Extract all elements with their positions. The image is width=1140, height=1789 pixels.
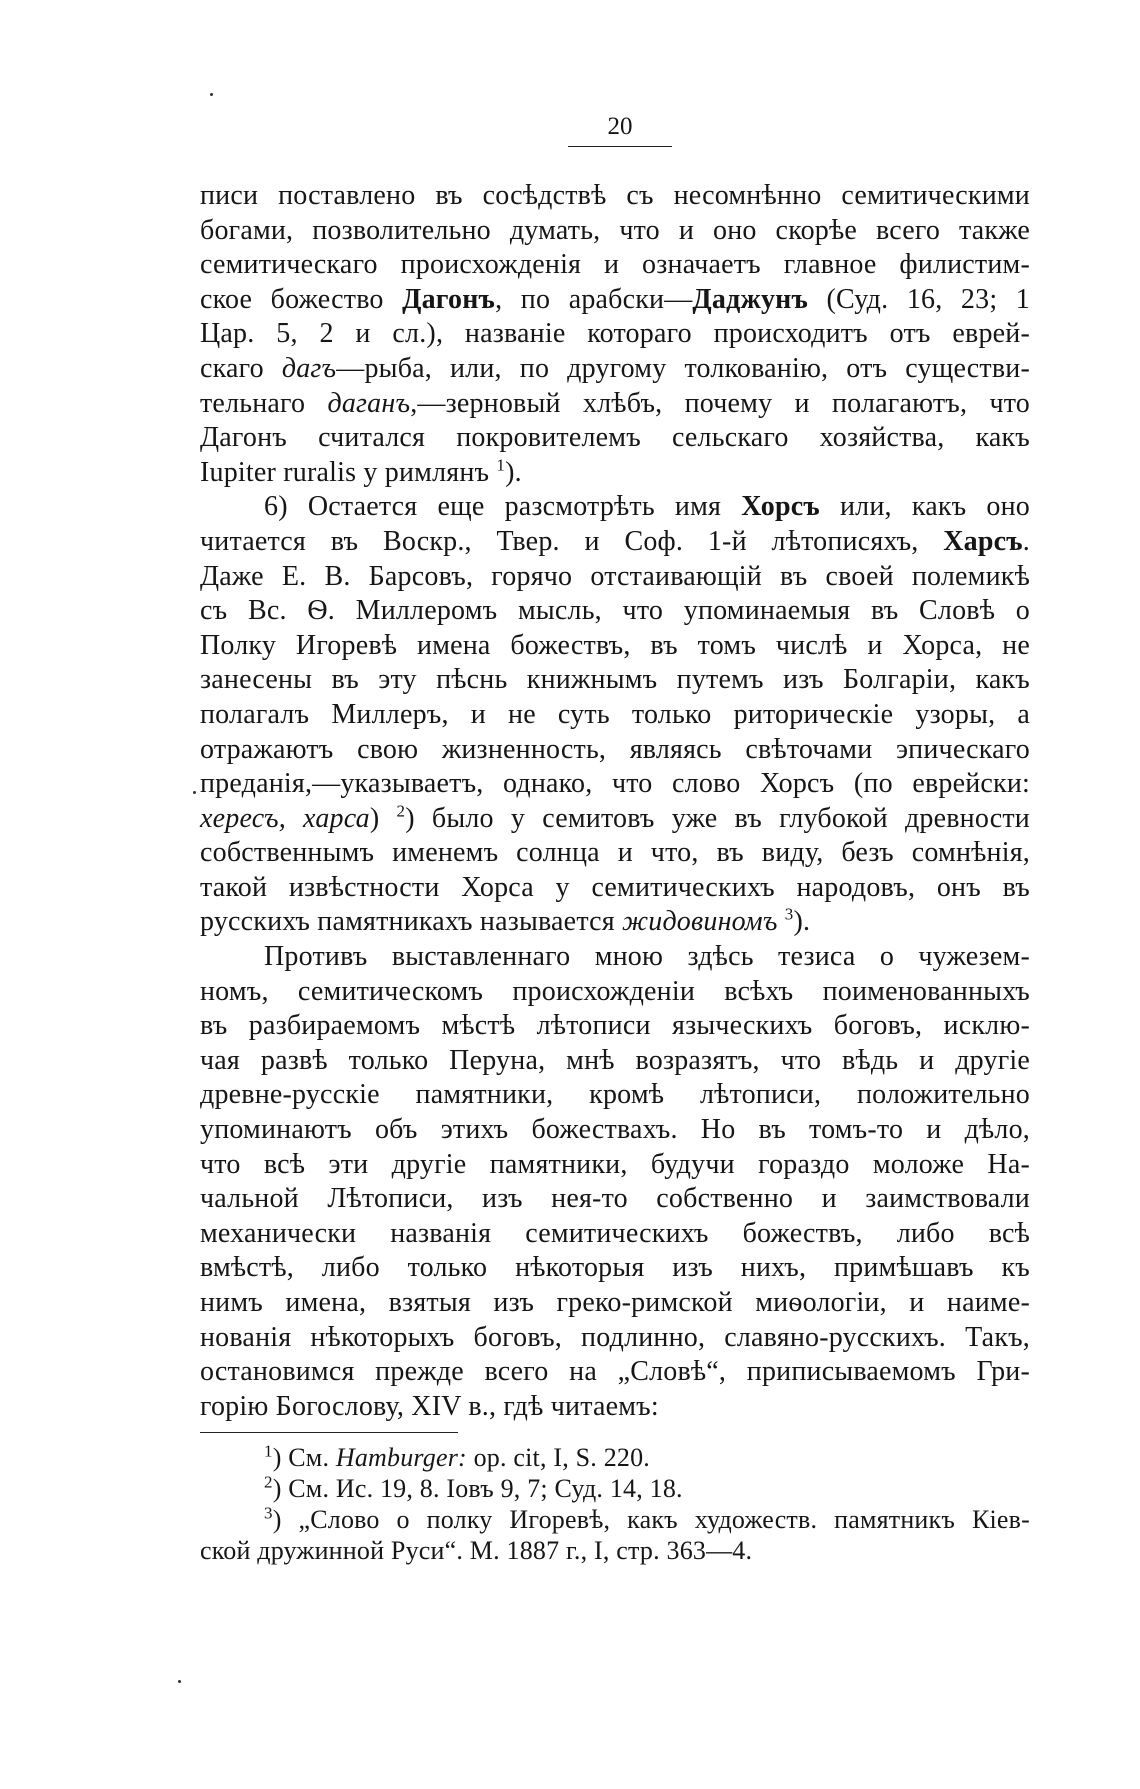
text-run: собственнымъ именемъ солнца и что, въ виду, безъ сомнѣнія, xyxy=(200,837,1030,869)
footnote-marker: 1 xyxy=(264,1441,273,1461)
text-run: русскихъ памятникахъ называется xyxy=(200,906,622,938)
text-run: ) было у семитовъ уже въ глубокой древности xyxy=(405,802,1030,834)
text-run: ) „Слово о полку Игоревѣ, какъ художеств. памятникъ Кіев- xyxy=(272,1505,1030,1534)
text-run: или, какъ оно xyxy=(819,491,1030,523)
paragraph-line xyxy=(200,248,1030,283)
bold-term: Харсъ xyxy=(943,525,1023,557)
text-run: богами, позволительно думать, что и оно скорѣе всего также xyxy=(200,214,1030,246)
text-run: Даже Е. В. Барсовъ, горячо отстаивающій въ своей полемикѣ xyxy=(200,560,1030,592)
footnote-marker: 2 xyxy=(264,1472,273,1492)
paragraph-line xyxy=(200,871,1030,906)
footnote-marker: 3 xyxy=(784,905,794,925)
text-run: Полку Игоревѣ имена божествъ, въ томъ числѣ и Хорса, не xyxy=(200,629,1030,661)
print-speck xyxy=(210,93,213,96)
text-run: занесены въ эту пѣснь книжнымъ путемъ изъ Болгаріи, какъ xyxy=(200,664,1030,696)
text-run: ) См. Ис. 19, 8. Іовъ 9, 7; Суд. 14, 18. xyxy=(272,1474,683,1503)
paragraph-line xyxy=(200,387,1030,422)
text-run: чальной Лѣтописи, изъ нея-то собственно и заимствовали xyxy=(200,1183,1030,1215)
text-run: скаго xyxy=(200,352,282,384)
text-run: чая развѣ только Перуна, мнѣ возразятъ, что вѣдь и другіе xyxy=(200,1044,1030,1076)
italic-term: даганъ xyxy=(327,387,411,419)
text-run: Цар. 5, 2 и сл.), названіе котораго происходитъ отъ еврей- xyxy=(200,318,1030,350)
footnote-marker: 3 xyxy=(264,1503,273,1523)
text-run xyxy=(778,906,785,937)
text-run: остановимся прежде всего на „Словѣ“, приписываемомъ Гри- xyxy=(200,1356,1030,1388)
bold-term: Даджунъ xyxy=(692,283,809,315)
paragraph-line xyxy=(200,1113,1030,1148)
paragraph-line xyxy=(200,1355,1030,1390)
text-run: ). xyxy=(793,906,811,938)
text-run: читается въ Воскр., Твер. и Соф. 1-й лѣтописяхъ, xyxy=(200,525,944,557)
footnote-line xyxy=(200,1535,1030,1566)
paragraph-line xyxy=(200,317,1030,352)
text-run: —рыба, или, по другому толкованію, отъ существи- xyxy=(336,352,1030,384)
paragraph-line xyxy=(200,733,1030,768)
paragraph-line xyxy=(200,490,1030,525)
paragraph-line xyxy=(200,525,1030,560)
text-run: ) См. xyxy=(272,1443,336,1472)
footnote-marker: 2 xyxy=(396,801,406,821)
page-number: 20 xyxy=(607,113,633,140)
text-run: преданія,—указываетъ, однако, что слово Хорсъ (по еврейски: xyxy=(200,768,1030,800)
page-number-rule xyxy=(568,146,672,147)
footnote-line xyxy=(200,1442,1030,1473)
italic-term: дагъ xyxy=(281,352,337,384)
paragraph-line xyxy=(200,1044,1030,1079)
text-run: ское божество xyxy=(200,283,403,315)
paragraph-line xyxy=(200,179,1030,214)
text-run: съ Вс. Ѳ. Миллеромъ мысль, что упоминаемыя въ Словѣ о xyxy=(200,595,1030,627)
paragraph-line xyxy=(200,352,1030,387)
paragraph-line xyxy=(200,1217,1030,1252)
paragraph-line xyxy=(200,1390,1030,1425)
paragraph-line xyxy=(200,1321,1030,1356)
paragraph-line xyxy=(200,1182,1030,1217)
text-run: (Суд. 16, 23; 1 xyxy=(808,283,1031,315)
paragraph-line xyxy=(200,1009,1030,1044)
text-run: Противъ выставленнаго мною здѣсь тезиса о чужезем- xyxy=(264,941,1030,973)
paragraph-line xyxy=(200,629,1030,664)
paragraph-line xyxy=(200,456,1030,491)
text-run: отражаютъ свою жизненность, являясь свѣточами эпическаго xyxy=(200,733,1030,765)
paragraph-line xyxy=(200,214,1030,249)
text-run: упоминаютъ объ этихъ божествахъ. Но въ томъ-то и дѣло, xyxy=(200,1114,1030,1146)
text-run: op. cit, I, S. 220. xyxy=(466,1443,650,1472)
paragraph-line xyxy=(200,836,1030,871)
paragraph-line xyxy=(200,594,1030,629)
paragraph-line xyxy=(200,802,1030,837)
paragraph-line xyxy=(200,663,1030,698)
text-run: нованія нѣкоторыхъ боговъ, подлинно, славяно-русскихъ. Такъ, xyxy=(200,1321,1030,1353)
body-text xyxy=(200,179,1030,1424)
print-speck xyxy=(178,1680,181,1683)
text-run: ) xyxy=(369,802,397,834)
paragraph-line xyxy=(200,905,1030,940)
footnote-separator xyxy=(200,1432,458,1433)
text-run: номъ, семитическомъ происхожденіи всѣхъ поименованныхъ xyxy=(200,975,1030,1007)
bold-term: Дагонъ xyxy=(402,283,496,315)
text-run: семитическаго происхожденія и означаетъ главное филистим- xyxy=(200,249,1030,281)
text-run: горію Богослову, XIV в., гдѣ читаемъ: xyxy=(200,1390,659,1422)
text-run: тельнаго xyxy=(200,387,328,419)
footnote-line xyxy=(200,1504,1030,1535)
paragraph-line xyxy=(200,560,1030,595)
text-run: , по арабски— xyxy=(495,283,693,315)
paragraph-line xyxy=(200,940,1030,975)
text-run: въ разбираемомъ мѣстѣ лѣтописи языческихъ боговъ, исклю- xyxy=(200,1010,1030,1042)
paragraph-line xyxy=(200,767,1030,802)
text-run: такой извѣстности Хорса у семитическихъ народовъ, онъ въ xyxy=(200,871,1030,903)
paragraph-line xyxy=(200,1286,1030,1321)
paragraph-line xyxy=(200,421,1030,456)
text-run: ,—зерновый хлѣбъ, почему и полагаютъ, что xyxy=(410,387,1030,419)
text-run: что всѣ эти другіе памятники, будучи гораздо моложе На- xyxy=(200,1148,1030,1180)
italic-term: хересъ, харса xyxy=(200,802,370,834)
paragraph-line xyxy=(200,1148,1030,1183)
footnote-marker: 1 xyxy=(496,455,506,475)
italic-term: Hamburger: xyxy=(335,1443,467,1472)
text-run: писи поставлено въ сосѣдствѣ съ несомнѣнно семитическими xyxy=(200,180,1030,211)
text-run: Iupiter ruralis у римлянъ xyxy=(200,456,497,488)
paragraph-line xyxy=(200,698,1030,733)
text-run: . xyxy=(1022,525,1030,557)
paragraph-line xyxy=(200,975,1030,1010)
italic-term: жидовиномъ xyxy=(622,906,778,938)
paragraph-line xyxy=(200,283,1030,318)
paragraph-line xyxy=(200,1078,1030,1113)
text-run: полагалъ Миллеръ, и не суть только риторическіе узоры, а xyxy=(200,698,1030,730)
footnotes xyxy=(200,1442,1030,1566)
paragraph-line xyxy=(200,1251,1030,1286)
text-run: ). xyxy=(505,456,522,488)
bold-term: Хорсъ xyxy=(741,491,820,523)
text-run: 6) Остается еще разсмотрѣть имя xyxy=(264,491,742,523)
text-run: вмѣстѣ, либо только нѣкоторыя изъ нихъ, примѣшавъ къ xyxy=(200,1252,1030,1284)
text-run: древне-русскіе памятники, кромѣ лѣтописи, положительно xyxy=(200,1079,1030,1111)
text-run: нимъ имена, взятыя изъ греко-римской миѳологіи, и наиме- xyxy=(200,1287,1030,1318)
text-run: механически названія семитическихъ божествъ, либо всѣ xyxy=(200,1217,1030,1249)
footnote-line xyxy=(200,1473,1030,1504)
text-run: Дагонъ считался покровителемъ сельскаго хозяйства, какъ xyxy=(200,422,1030,454)
text-run: ской дружинной Руси“. М. 1887 г., I, стр. 363—4. xyxy=(200,1536,753,1565)
print-speck xyxy=(193,791,196,794)
